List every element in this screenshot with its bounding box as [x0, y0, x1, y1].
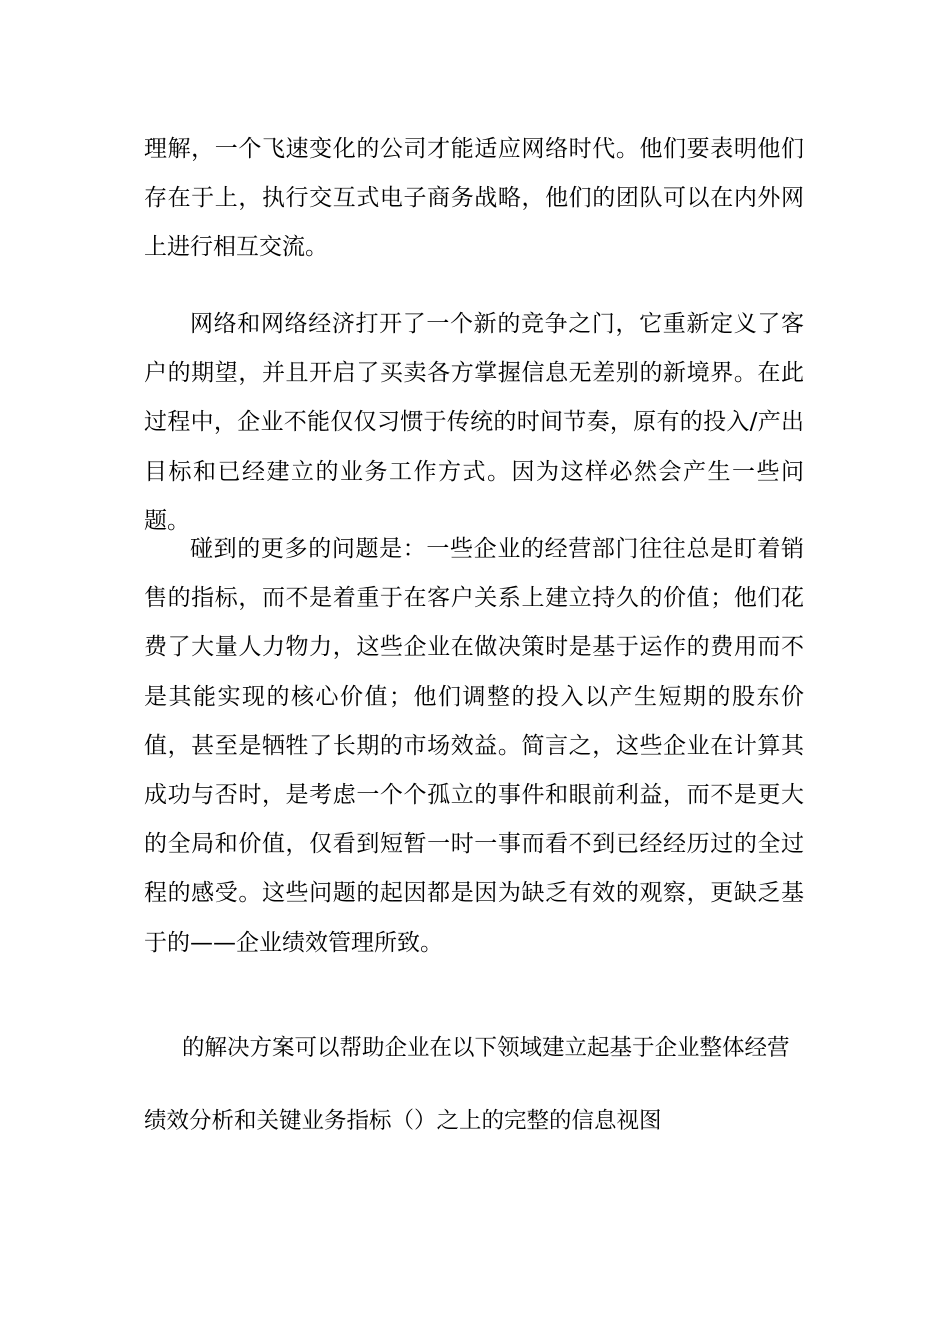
serif-line-1: 的解决方案可以帮助企业在以下领域建立起基于企业整体经营: [182, 1035, 790, 1061]
paragraph-2: 网络和网络经济打开了一个新的竞争之门，它重新定义了客户的期望，并且开启了买卖各方掌握信息无差别的新境界。在此过程中，企业不能仅仅习惯于传统的时间节奏，原有的投入/产出目标和已经建立的业务工作方式。因为这样必然会产生一些问题。: [144, 311, 804, 534]
paragraph-1: 理解，一个飞速变化的公司才能适应网络时代。他们要表明他们存在于上，执行交互式电子商务战略，他们的团队可以在内外网上进行相互交流。: [144, 136, 804, 261]
paragraph-block-1: [144, 125, 804, 273]
serif-line-2: 绩效分析和关键业务指标（）之上的完整的信息视图: [144, 1108, 662, 1134]
paragraph-block-2: [144, 300, 804, 546]
paragraph-block-3: [144, 525, 804, 968]
paragraph-3: 碰到的更多的问题是：一些企业的经营部门往往总是盯着销售的指标，而不是着重于在客户关系上建立持久的价值；他们花费了大量人力物力，这些企业在做决策时是基于运作的费用而不是其能实现的核心价值；他们调整的投入以产生短期的股东价值，甚至是牺牲了长期的市场效益。简言之，这些企业在计算其成功与否时，是考虑一个个孤立的事件和眼前利益，而不是更大的全局和价值，仅看到短暂一时一事而看不到已经经历过的全过程的感受。这些问题的起因都是因为缺乏有效的观察，更缺乏基于的——企业绩效管理所致。: [144, 536, 804, 956]
